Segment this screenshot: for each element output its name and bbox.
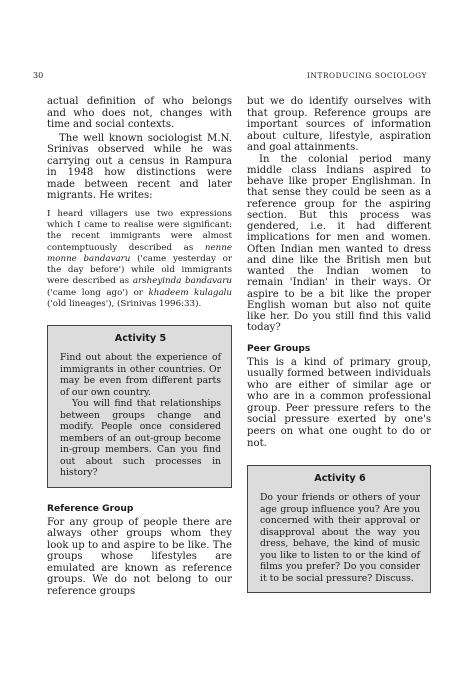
peer-groups-text: This is a kind of primary group, usually formed between individuals who are either of similar age or who are in a common professional group. Peer pressure refers to the social pressure exerted by one's peers on what one ought to do or not.: [247, 356, 431, 449]
quote-part2: ('came yesterday or the day before') while old immigrants were described as: [47, 253, 232, 287]
quote-term-khadeem: khadeem kulagalu: [148, 287, 232, 298]
quote-term-nenne: nenne monne bandavaru: [47, 242, 232, 264]
quote-term-arsheyinda: arsheyinda bandavaru: [132, 276, 232, 287]
reference-group-text: For any group of people there are always other groups whom they look up to and aspire to be like. The groups whose lifestyles are emulated are known as reference groups. We do not belong to our reference groups: [47, 516, 232, 597]
left-column: [47, 96, 232, 598]
reference-group-heading: Reference Group: [47, 503, 134, 514]
page-number: 30: [33, 71, 44, 80]
peer-groups-heading: Peer Groups: [247, 343, 311, 354]
activity-5-para1: Find out about the experience of immigrants in other countries. Or may be even from different parts of our own country.: [60, 352, 221, 398]
quote-part1: I heard villagers use two expressions which I came to realise were significant: the recent immigrants were almost contemptuously described as: [47, 208, 232, 253]
block-quote: [47, 209, 232, 310]
activity-5-title: Activity 5: [114, 333, 167, 345]
paragraph-colonial: In the colonial period many middle class Indians aspired to behave like proper Englishman. In that sense they could be seen as a reference group for the aspiring section. But this process was gendered, i.e. it had different implications for men and women. Often Indian men wanted to dress and dine like the British men but wanted the Indian women to remain 'Indian' in their ways. Or aspire to be a bit like the proper English woman but also not quite like her. Do you still find this valid today?: [247, 153, 431, 334]
activity-6-title: Activity 6: [314, 473, 366, 485]
activity-6-text: Do your friends or others of your age group influence you? Are you concerned with their approval or disapproval about the way you dress, behave, the kind of music you like to listen to or the kind of films you prefer? Do you consider it to be social pressure? Discuss.: [260, 492, 420, 584]
activity-5-para2: You will find that relationships between groups change and modify. People once considered members of an out-group become in-group members. Can you find out about such processes in history?: [60, 398, 221, 479]
quote-part4: ('old lineages'), (Srinivas 1996:33).: [47, 298, 202, 309]
paragraph-definition: actual definition of who belongs and who does not, changes with time and social contexts.: [47, 96, 232, 131]
quote-part3: ('came long ago') or: [47, 287, 149, 298]
paragraph-srinivas: The well known sociologist M.N. Srinivas observed while he was carrying out a census in Rampura in 1948 how distinctions were made between recent and later migrants. He writes:: [47, 132, 232, 202]
paragraph-identify: but we do identify ourselves with that group. Reference groups are important sources of information about culture, lifestyle, aspiration and goal attainments.: [247, 96, 431, 154]
activity-6-box: [247, 465, 431, 593]
activity-5-box: [47, 325, 232, 488]
right-column: [247, 96, 431, 593]
running-head: INTRODUCING SOCIOLOGY: [307, 71, 427, 80]
